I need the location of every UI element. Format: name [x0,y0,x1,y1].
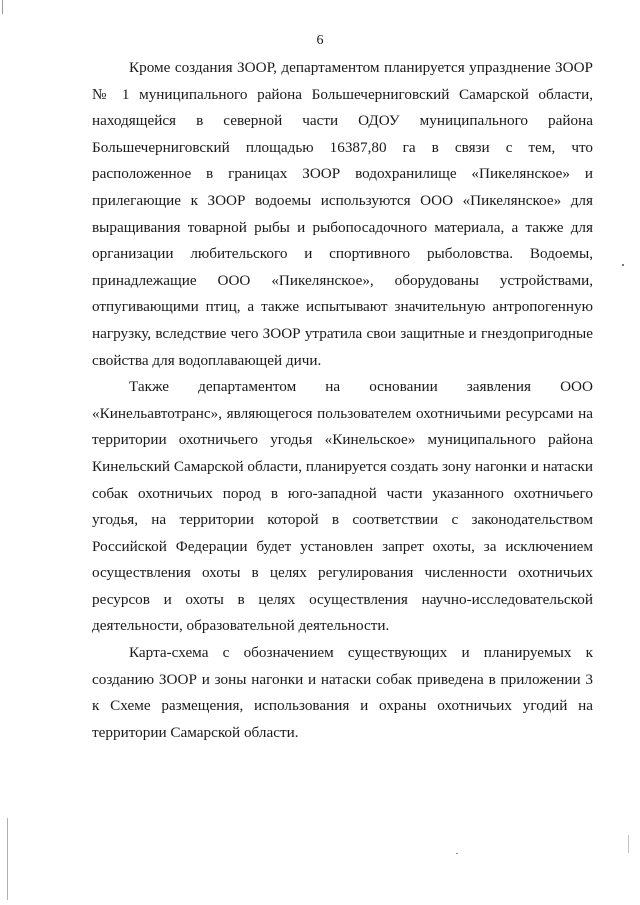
scan-artifact [2,0,3,14]
page-number: 6 [316,33,324,48]
scan-artifact [456,853,458,854]
scan-artifact [7,818,8,900]
scan-artifact [628,835,629,853]
scan-artifact [622,264,624,266]
paragraph-zoor-abolition: Кроме создания ЗООР, департаментом планируется упразднение ЗООР № 1 муниципального района Большечерниговский Самарской области, находящейся в северной части ОДОУ муниципального района Большечерниговский площадью 16387,80 га в связи с тем, что расположенное в границах ЗООР водохранилище «Пикелянское» и прилегающие к ЗООР водоемы используются ООО «Пикелянское» для выращивания товарной рыбы и рыбопосадочного материала, а также для организации любительского и спортивного рыболовства. Водоемы, принадлежащие ООО «Пикелянское», оборудованы устройствами, отпугивающими птиц, а также испытывают значительную антропогенную нагрузку, вследствие чего ЗООР утратила свои защитные и гнездопригодные свойства для водоплавающей дичи. [92,59,593,369]
paragraph-map-reference: Карта-схема с обозначением существующих и планируемых к созданию ЗООР и зоны нагонки и натаски собак приведена в приложении 3 к Схеме размещения, использования и охраны охотничьих угодий на территории Самарской области. [92,644,593,741]
paragraph-dog-training-zone: Также департаментом на основании заявления ООО «Кинельавтотранс», являющегося пользователем охотничьими ресурсами на территории охотничьего угодья «Кинельское» муниципального района Кинельский Самарской области, планируется создать зону нагонки и натаски собак охотничьих пород в юго-западной части указанного охотничьего угодья, на территории которой в соответствии с законодательством Российской Федерации будет установлен запрет охоты, за исключением осуществления охоты в целях регулирования численности охотничьих ресурсов и охоты в целях осуществления научно-исследовательской деятельности, образовательной деятельности. [92,378,593,635]
document-body [92,55,593,746]
